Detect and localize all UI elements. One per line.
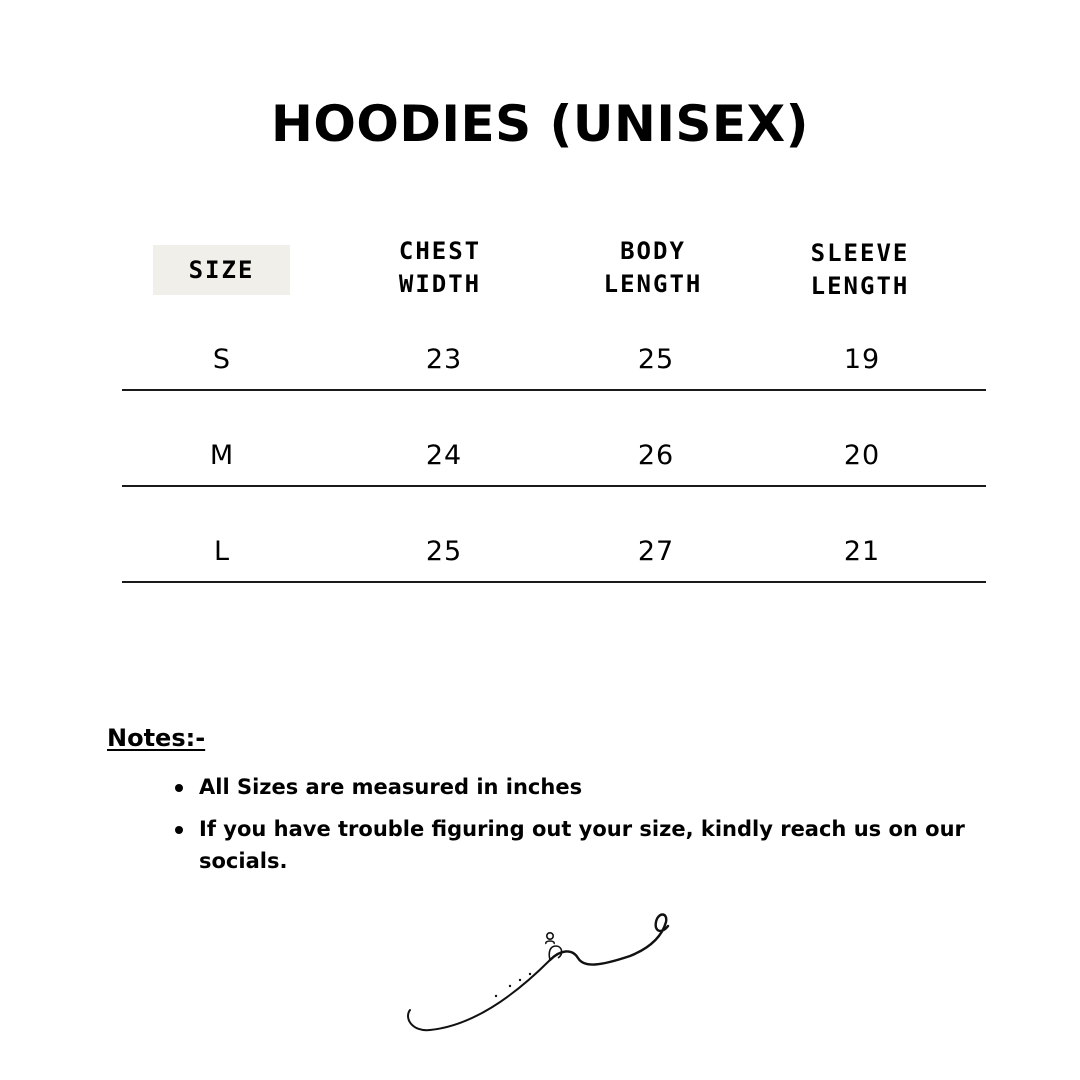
sleeve-length-header-line1: SLEEVE (810, 239, 910, 267)
body-length-header-line2: LENGTH (603, 270, 703, 298)
sleeve-length-header (750, 237, 970, 303)
row-s-chest: 23 (425, 344, 463, 375)
size-header-chip (153, 245, 290, 295)
row-divider (122, 485, 986, 487)
sleeve-length-header-line2: LENGTH (810, 272, 910, 300)
notes-list (170, 771, 970, 887)
row-m-size: M (209, 440, 235, 471)
page-title: HOODIES (UNISEX) (270, 95, 809, 153)
row-divider (122, 581, 986, 583)
row-s-body: 25 (637, 344, 675, 375)
notes-item-text: All Sizes are measured in inches (199, 775, 583, 799)
bullet-icon (175, 826, 183, 834)
row-divider (122, 389, 986, 391)
bullet-icon (175, 784, 183, 792)
signature-logo (400, 900, 680, 1040)
row-s-sleeve: 19 (843, 344, 881, 375)
chest-width-header (330, 235, 550, 301)
body-length-header (543, 235, 763, 301)
notes-item (170, 771, 970, 803)
row-l-body: 27 (637, 536, 675, 567)
size-header: SIZE (188, 255, 255, 284)
row-m-body: 26 (637, 440, 675, 471)
chest-width-header-line2: WIDTH (398, 270, 482, 298)
row-s-size: S (212, 344, 232, 375)
notes-item-text: If you have trouble figuring out your size, kindly reach us on our socials. (199, 817, 965, 873)
row-l-sleeve: 21 (843, 536, 881, 567)
row-l-chest: 25 (425, 536, 463, 567)
notes-heading: Notes:- (107, 724, 206, 752)
row-m-sleeve: 20 (843, 440, 881, 471)
notes-item (170, 813, 970, 877)
row-m-chest: 24 (425, 440, 463, 471)
chest-width-header-line1: CHEST (398, 237, 482, 265)
row-l-size: L (213, 536, 231, 567)
body-length-header-line1: BODY (620, 237, 686, 265)
